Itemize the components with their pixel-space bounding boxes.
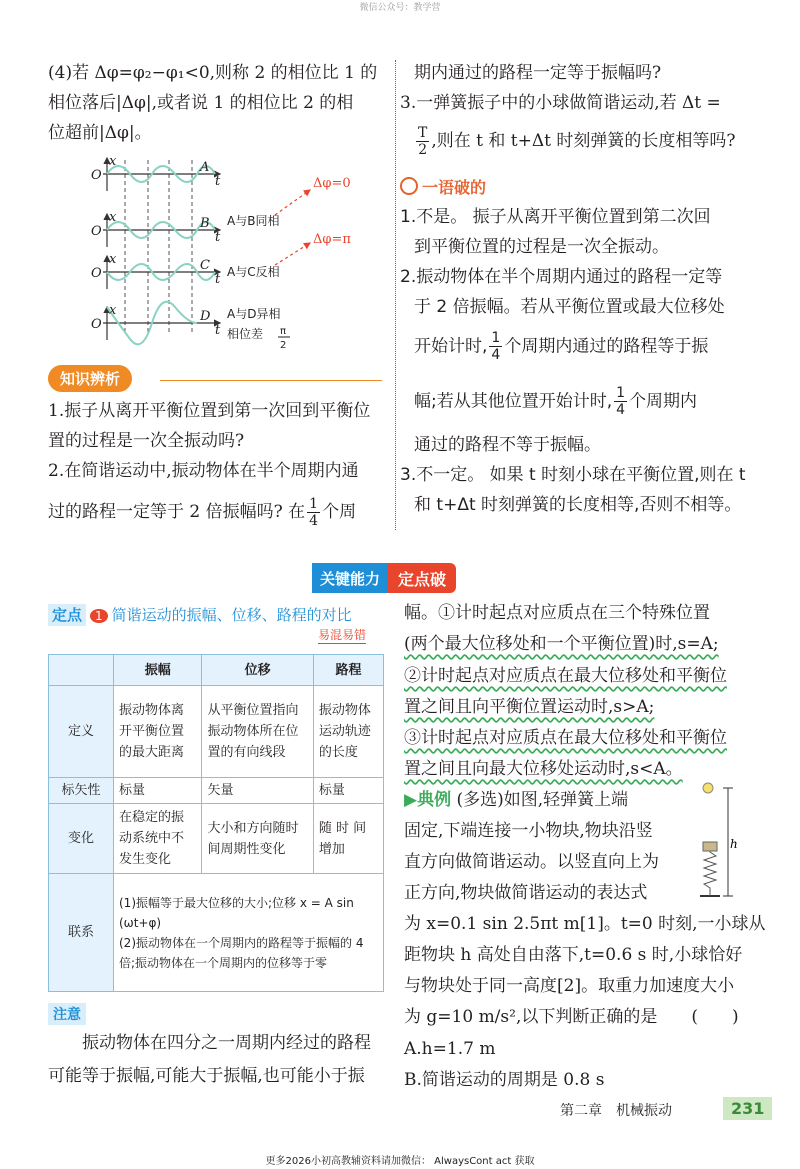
question-2-line2: 过的路程一定等于 2 倍振幅吗? 在 $\frac{1}{4}$ 个周	[48, 496, 357, 529]
wave-curves	[107, 166, 215, 344]
question-1-line1: 1.振子从离开平衡位置到第一次回到平衡位	[48, 401, 371, 421]
answer-title: 一语破的	[400, 175, 486, 198]
answer-3-line1: 3.不一定。 如果 t 时刻小球在平衡位置,则在 t	[400, 465, 746, 485]
bottom-note: 更多2026小初高教辅资料请加微信： AlwaysCont act 获取	[265, 1156, 535, 1167]
question-2-cont: 期内通过的路程一定等于振幅吗?	[414, 63, 662, 83]
label-phase-diff: 相位差	[227, 327, 264, 341]
question-1-line2: 置的过程是一次全振动吗?	[48, 431, 245, 451]
svg-text:x: x	[109, 210, 117, 225]
answer-3-line2: 和 t+Δt 时刻弹簧的长度相等,否则不相等。	[414, 495, 742, 515]
svg-text:O: O	[91, 266, 102, 281]
label-anti-phase: A与C反相	[227, 265, 280, 279]
top-watermark: 微信公众号：教学营	[359, 3, 441, 13]
section-divider	[160, 380, 382, 381]
example-line4: 正方向,物块做简谐运动的表达式	[404, 883, 648, 903]
example-line3: 直方向做简谐运动。以竖直向上为	[404, 852, 659, 872]
example-line1: ▶典例 (多选)如图,轻弹簧上端	[404, 790, 629, 810]
answer-1-line1: 1.不是。 振子从离开平衡位置到第二次回	[400, 207, 711, 227]
answer-2-line5: 通过的路程不等于振幅。	[414, 435, 601, 455]
svg-text:O: O	[91, 224, 102, 239]
spring-figure	[670, 778, 760, 908]
svg-text:t: t	[215, 230, 221, 245]
svg-text:π: π	[280, 326, 287, 337]
answer-2-line2: 于 2 倍振幅。若从平衡位置或最大位移处	[414, 297, 725, 317]
target-icon	[400, 177, 418, 195]
chapter-footer: 第二章 机械振动	[560, 1103, 672, 1119]
comparison-table: 振幅 位移 路程 定义 振动物体离开平衡位置的最大距离 从平衡位置指向振动物体所在位置的有向线段 振动物体运动轨迹的长度 标矢性 标量 矢量 标量 变化 在稳定的振动系统中不发生变化 大小和方向随时间周期性变化 随 时 间 增加 联系 (1)振幅等于最大位移的大小;位移 x = A sin (ωt+φ) (2)振动物体在一个周期内的路程等于振幅的 4 倍;振动物体在一个周期内的位移等于零	[48, 654, 384, 992]
right2-line1: 幅。①计时起点对应质点在三个特殊位置	[404, 603, 710, 623]
example-line8: 为 g=10 m/s²,以下判断正确的是 ( )	[404, 1007, 739, 1027]
para-4-line3: 位超前|Δφ|。	[48, 123, 152, 143]
example-tag: ▶典例	[404, 790, 452, 810]
example-line7: 与物块处于同一高度[2]。取重力加速度大小	[404, 976, 735, 996]
right2-line5: ③计时起点对应质点在最大位移处和平衡位	[404, 728, 727, 748]
right2-line3: ②计时起点对应质点在最大位移处和平衡位	[404, 666, 727, 686]
example-line2: 固定,下端连接一小物块,物块沿竖	[404, 821, 653, 841]
annot-dphi-pi: Δφ=π	[313, 232, 351, 247]
example-line6: 距物块 h 高处自由落下,t=0.6 s 时,小球恰好	[404, 945, 743, 965]
table-row: 定义 振动物体离开平衡位置的最大距离 从平衡位置指向振动物体所在位置的有向线段 振动物体运动轨迹的长度	[49, 686, 384, 778]
right2-line6: 置之间且向最大位移处运动时,s<A。	[404, 759, 683, 779]
table-row: 联系 (1)振幅等于最大位移的大小;位移 x = A sin (ωt+φ) (2)振动物体在一个周期内的路程等于振幅的 4 倍;振动物体在一个周期内的位移等于零	[49, 874, 384, 992]
answer-2-line3: 开始计时, $\frac{1}{4}$ 个周期内通过的路程等于振	[414, 330, 709, 363]
svg-text:h: h	[730, 837, 738, 851]
page-number: 231	[723, 1097, 772, 1120]
curve-a-label: A	[200, 160, 210, 175]
svg-text:x: x	[109, 303, 117, 318]
phase-diagram	[85, 155, 385, 355]
curve-b-label: B	[200, 216, 210, 231]
answer-2-line1: 2.振动物体在半个周期内通过的路程一定等	[400, 267, 723, 287]
svg-text:O: O	[91, 317, 102, 332]
right2-line2: (两个最大位移处和一个平衡位置)时,s=A;	[404, 634, 719, 654]
curve-c-label: C	[200, 258, 210, 273]
question-3-line2: $\frac{T}{2}$ ,则在 t 和 t+Δt 时刻弹簧的长度相等吗?	[418, 125, 736, 158]
option-b: B.简谐运动的周期是 0.8 s	[404, 1070, 605, 1090]
option-a: A.h=1.7 m	[404, 1039, 496, 1059]
svg-text:t: t	[215, 272, 221, 287]
curve-d-label: D	[200, 309, 211, 324]
answer-2-line4: 幅;若从其他位置开始计时, $\frac{1}{4}$ 个周期内	[414, 385, 698, 418]
column-divider	[395, 60, 396, 530]
note-label: 注意	[48, 1003, 86, 1025]
table-row: 变化 在稳定的振动系统中不发生变化 大小和方向随时间周期性变化 随 时 间 增加	[49, 804, 384, 874]
confusion-tag: 易混易错	[318, 628, 367, 642]
right2-line4: 置之间且向平衡位置运动时,s>A;	[404, 697, 655, 717]
answer-1-line2: 到平衡位置的过程是一次全振动。	[414, 237, 669, 257]
label-same-phase: A与B同相	[227, 214, 280, 228]
origin-label: O	[91, 168, 102, 183]
table-row: 标矢性 标量 矢量 标量	[49, 778, 384, 804]
axis-x-label: x	[109, 155, 117, 169]
para-4-line1: (4)若 Δφ=φ₂−φ₁<0,则称 2 的相位比 1 的	[48, 63, 378, 83]
example-line5: 为 x=0.1 sin 2.5πt m[1]。t=0 时刻,一小球从	[404, 914, 766, 934]
point-header: 定点 1 简谐运动的振幅、位移、路程的对比	[48, 604, 352, 625]
label-diff-phase: A与D异相	[227, 307, 281, 321]
section-title-knowledge: 知识辨析	[48, 365, 132, 392]
axis-t-label: t	[215, 174, 221, 189]
para-4-line2: 相位落后|Δφ|,或者说 1 的相位比 2 的相	[48, 93, 354, 113]
question-3-line1: 3.一弹簧振子中的小球做简谐运动,若 Δt =	[400, 93, 721, 113]
svg-text:x: x	[109, 252, 117, 267]
question-2-line1: 2.在简谐运动中,振动物体在半个周期内通	[48, 461, 359, 481]
note-line2: 可能等于振幅,可能大于振幅,也可能小于振	[48, 1066, 365, 1086]
key-ability-banner: 关键能力 定点破	[312, 563, 456, 593]
svg-text:t: t	[215, 323, 221, 338]
annot-dphi-0: Δφ=0	[313, 176, 351, 191]
svg-text:2: 2	[280, 340, 287, 351]
note-line1: 振动物体在四分之一周期内经过的路程	[82, 1033, 371, 1053]
